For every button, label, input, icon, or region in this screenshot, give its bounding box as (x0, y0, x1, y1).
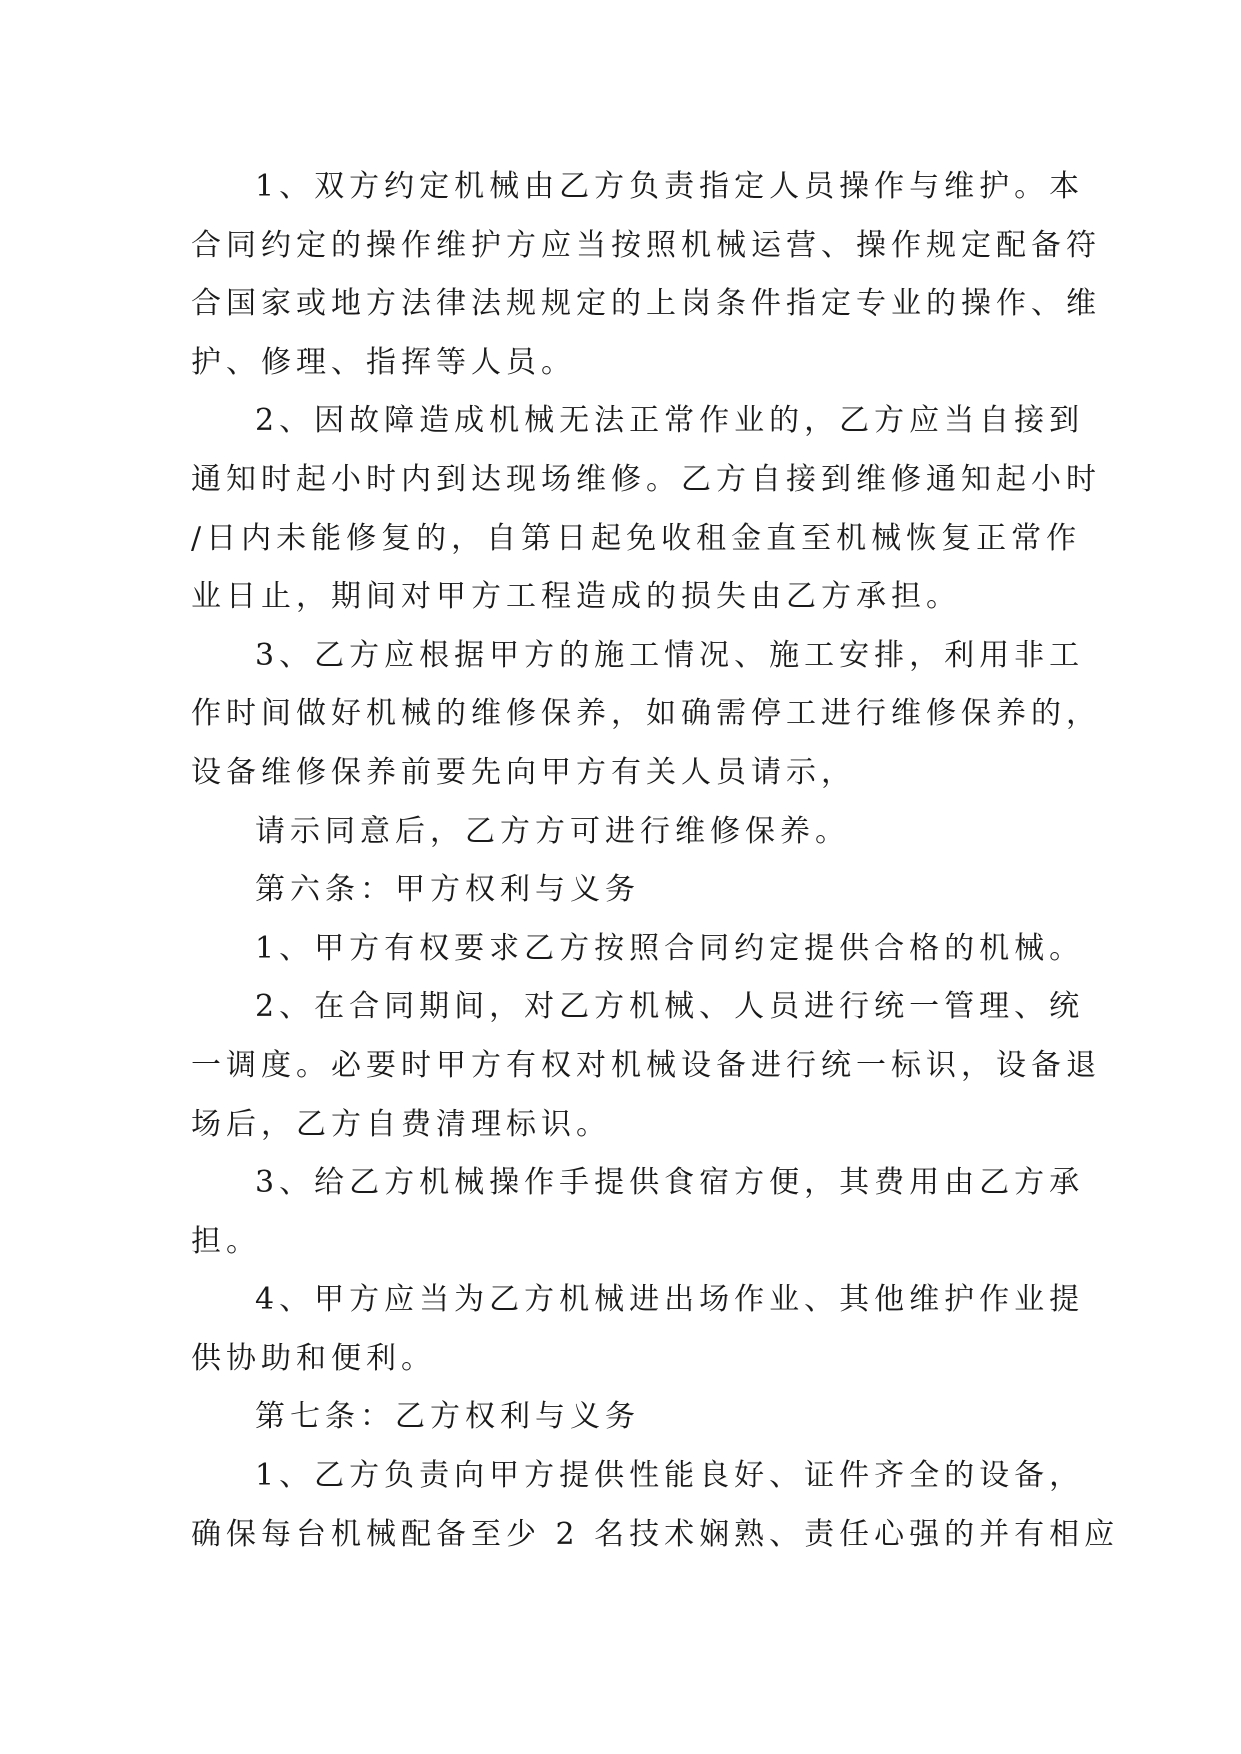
text-line: 请示同意后，乙方方可进行维修保养。 (255, 813, 850, 849)
text-line: /日内未能修复的，自第日起免收租金直至机械恢复正常作 (191, 520, 1082, 556)
section-heading: 第六条：甲方权利与义务 (255, 872, 640, 908)
text-line: 3、乙方应根据甲方的施工情况、施工安排，利用非工 (255, 637, 1085, 673)
section-heading: 第七条：乙方权利与义务 (255, 1399, 640, 1435)
text-line: 担。 (191, 1223, 261, 1259)
text-line: 设备维修保养前要先向甲方有关人员请示， (191, 754, 856, 790)
text-line: 1、甲方有权要求乙方按照合同约定提供合格的机械。 (255, 930, 1085, 966)
text-line: 1、乙方负责向甲方提供性能良好、证件齐全的设备， (255, 1458, 1085, 1494)
text-line: 业日止，期间对甲方工程造成的损失由乙方承担。 (191, 579, 961, 615)
text-line: 4、甲方应当为乙方机械进出场作业、其他维护作业提 (255, 1282, 1085, 1318)
text-line: 一调度。必要时甲方有权对机械设备进行统一标识，设备退 (191, 1047, 1101, 1083)
text-line: 合同约定的操作维护方应当按照机械运营、操作规定配备符 (191, 227, 1101, 263)
text-line: 2、因故障造成机械无法正常作业的，乙方应当自接到 (255, 403, 1085, 439)
text-line: 场后，乙方自费清理标识。 (191, 1106, 611, 1142)
document-body (191, 158, 1120, 1564)
text-line: 确保每台机械配备至少 2 名技术娴熟、责任心强的并有相应 (191, 1516, 1120, 1552)
text-line: 护、修理、指挥等人员。 (191, 344, 576, 380)
text-line: 作时间做好机械的维修保养，如确需停工进行维修保养的， (191, 696, 1101, 732)
text-line: 通知时起小时内到达现场维修。乙方自接到维修通知起小时 (191, 461, 1101, 497)
text-line: 1、双方约定机械由乙方负责指定人员操作与维护。本 (255, 169, 1085, 204)
text-line: 供协助和便利。 (191, 1340, 436, 1376)
text-line: 3、给乙方机械操作手提供食宿方便，其费用由乙方承 (255, 1165, 1085, 1201)
text-line: 合国家或地方法律法规规定的上岗条件指定专业的操作、维 (191, 286, 1101, 322)
text-line: 2、在合同期间，对乙方机械、人员进行统一管理、统 (255, 989, 1085, 1025)
